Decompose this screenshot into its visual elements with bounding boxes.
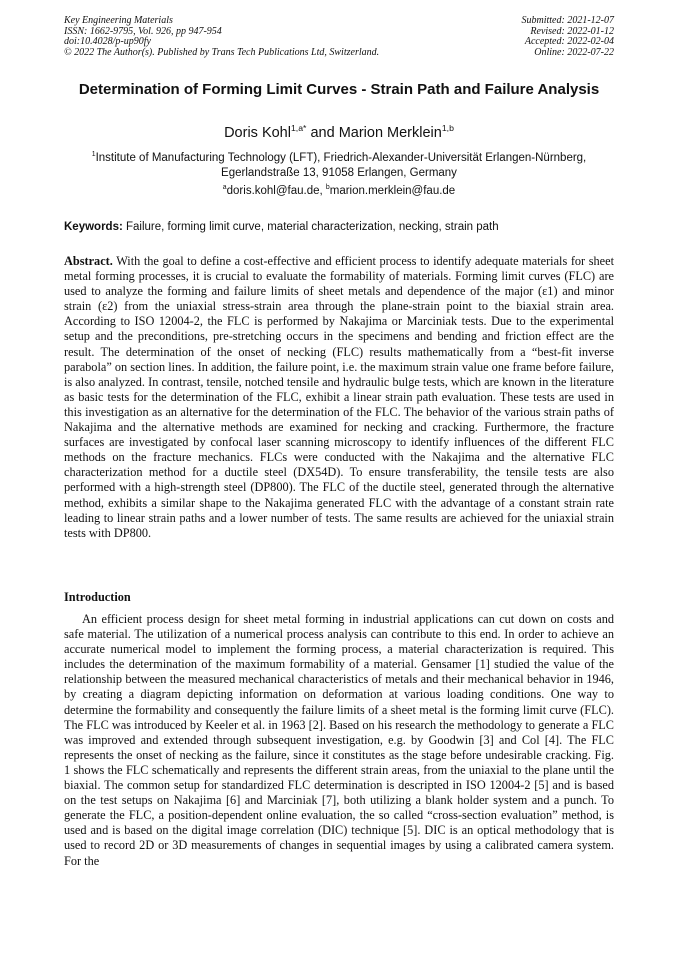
author-name: Marion Merklein — [338, 125, 442, 141]
author-line — [64, 124, 614, 142]
section-heading-introduction: Introduction — [64, 590, 131, 604]
author-affiliation-mark: 1,a* — [290, 123, 307, 134]
author-joiner: and — [306, 125, 339, 141]
copyright-notice: © 2022 The Author(s). Published by Trans Tech Publications Ltd, Switzerland. — [64, 46, 380, 58]
email-mark: a — [222, 184, 227, 192]
keywords-text: Failure, forming limit curve, material characterization, necking, strain path — [122, 221, 499, 233]
doi-link[interactable]: doi:10.4028/p-up90fy — [64, 36, 151, 48]
affiliation-mark: 1 — [91, 151, 96, 159]
email-author2[interactable]: marion.merklein@fau.de — [329, 185, 456, 197]
author-name: Doris Kohl — [224, 125, 291, 141]
author-emails — [64, 184, 614, 199]
issn-volume-pages: ISSN: 1662-9795, Vol. 926, pp 947-954 — [64, 25, 222, 37]
online-date: Online: 2022-07-22 — [534, 46, 614, 58]
submitted-date: Submitted: 2021-12-07 — [521, 15, 614, 26]
journal-header-left — [64, 16, 454, 58]
affiliation-text: Institute of Manufacturing Technology (LFT), Friedrich-Alexander-Universität Erlangen-Nürnberg, Egerlandstraße 13, 91058 Erlangen, Germany — [95, 152, 587, 179]
paper-title: Determination of Forming Limit Curves - Strain Path and Failure Analysis — [78, 81, 600, 98]
keywords — [64, 220, 624, 235]
affiliation — [64, 151, 614, 181]
accepted-date: Accepted: 2022-02-04 — [524, 36, 614, 48]
abstract-text: With the goal to define a cost-effective and efficient process to identify adequate materials for sheet metal forming processes, it is crucial to evaluate the formability of materials. Forming limit curves (FLC) are used to analyze the forming and failure limits of sheet metals and dependence of the major (ε1) and minor strain (ε2) from the uniaxial stress-strain area through the plane-strain point to the biaxial strain area. According to ISO 12004-2, the FLC is performed by Nakajima or Marciniak tests. Due to the experimental setup and the preconditions, pre-stretching occurs in the specimens and bending and friction effect are the result. The determination of the onset of necking (FLC) results mathematically from a “best-fit inverse parabola” on section lines. In addition, the failure point, i.e. the maximum strain value one frame before failure, is also analyzed. In contrast, tensile, notched tensile and hydraulic bulge tests, which are known in the literature as basic tests for the determination of the FLC, exhibit a linear strain path evaluation. These tests are used in this investigation as an alternative for the determination of the FLC. The behavior of the various strain paths of Nakajima and the alternative methods are examined for necking and cracking. Furthermore, the fracture surfaces are investigated by confocal laser scanning microscopy to identify influences of the different FLC methods on the fracture mechanics. FLCs were conducted with the Nakajima and the alternative FLC characterization method for a ductile steel (DX54D). To ensure transferability, the tensile tests are also performed with a high-strength steel (DP800). The FLC of the ductile steel, generated through the alternative method, exhibits a similar shape to the Nakajima generated FLC with the advantage of a constant strain rate leading to linear strain paths and a lower number of tests. The same results are achieved for the uniaxial strain tests with DP800. — [64, 254, 614, 540]
abstract — [64, 254, 614, 541]
email-mark: b — [325, 184, 330, 192]
keywords-label: Keywords: — [64, 221, 123, 233]
introduction-paragraph: An efficient process design for sheet metal forming in industrial applications can cut down on costs and safe material. The utilization of a numerical process analysis can contribute to this end. In order to achieve an accurate numerical model to implement the forming process, a material characterization is required. This includes the determination of the maximum formability of a material. Gensamer [1] studied the value of the relationship between the measured mechanical characteristics of metals and their mechanical behavior in 1946, by creating a diagram depicting information on deformation at various loading conditions. One way to determine the formability and consequently the failure limits of a sheet metal is the forming limit curve (FLC). The FLC was introduced by Keeler et al. in 1963 [2]. Based on his research the methodology to generate a FLC was improved and extended through subsequent investigation, e.g. by Goodwin [3] and Col [4]. The FLC represents the onset of necking as the failure, since it constitutes as the stage before undesirable cracking. Fig. 1 shows the FLC schematically and represents the different strain areas, from the uniaxial to the plane until the biaxial. The common setup for standardized FLC determination is descripted in ISO 12004-2 [5] and is based on the test setups on Nakajima [6] and Marciniak [7], both utilizing a blank holder system and a punch. To generate the FLC, a position-dependent online evaluation, the so called “cross-section evaluation” method, is used and is based on the digital image correlation (DIC) technique [5]. DIC is an optical methodology that is used to record 2D or 3D measurements of changes in sequential images by using a calibrated camera system. For the — [64, 612, 614, 868]
abstract-label: Abstract. — [64, 254, 113, 268]
revised-date: Revised: 2022-01-12 — [530, 25, 614, 37]
author-affiliation-mark: 1,b — [441, 123, 454, 134]
journal-name: Key Engineering Materials — [64, 15, 173, 26]
email-author1[interactable]: doris.kohl@fau.de, — [226, 185, 326, 197]
journal-header-right — [444, 16, 614, 58]
